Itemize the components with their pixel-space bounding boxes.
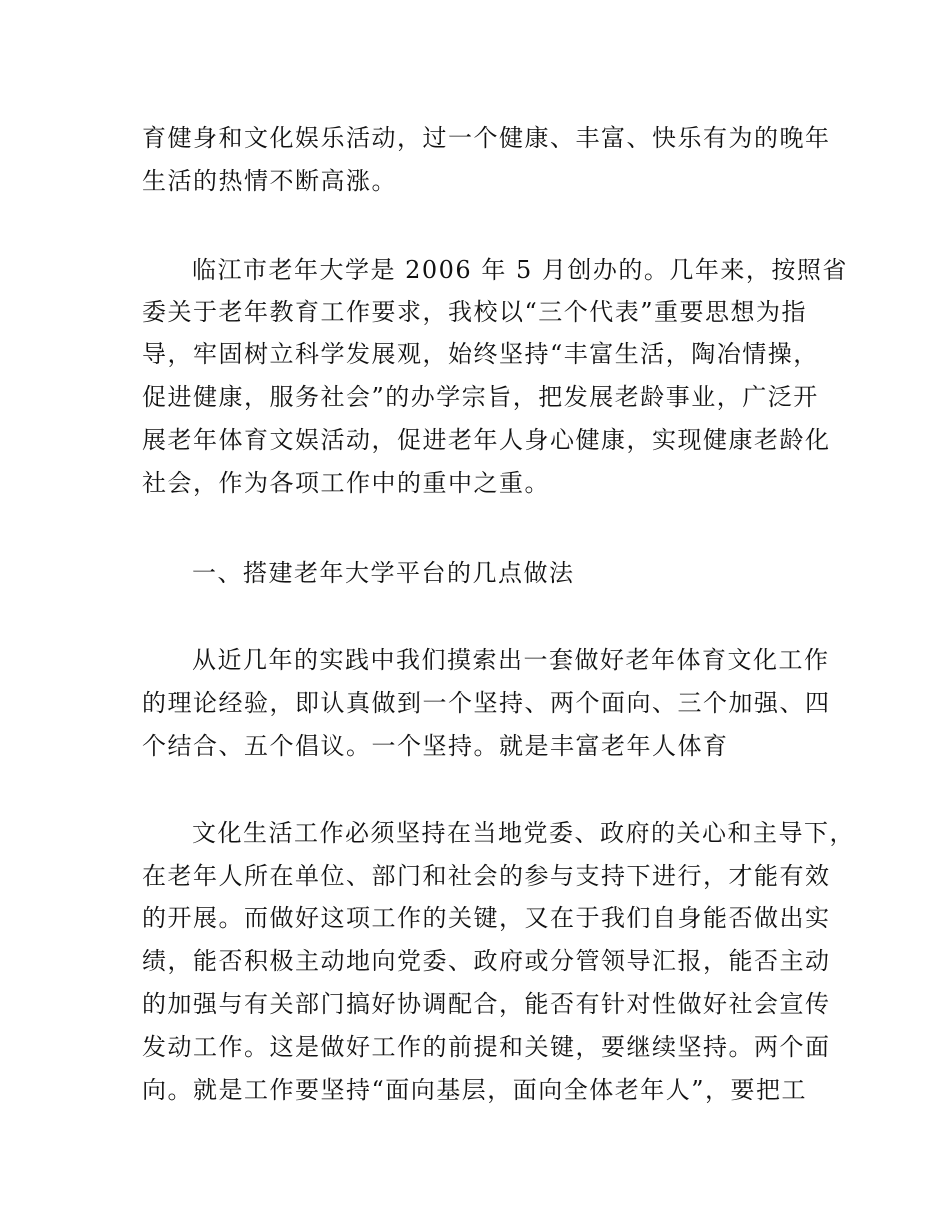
text-line: 育健身和文化娱乐活动，过一个健康、丰富、快乐有为的晚年: [142, 124, 831, 152]
text-line: 的加强与有关部门搞好协调配合，能否有针对性做好社会宣传: [142, 990, 831, 1018]
text-line: 临江市老年大学是 2006 年 5 月创办的。几年来，按照省: [192, 256, 848, 284]
text-line: 的理论经验，即认真做到一个坚持、两个面向、三个加强、四: [142, 689, 831, 717]
text-line: 促进健康，服务社会”的办学宗旨，把发展老龄事业，广泛开: [142, 383, 819, 411]
text-line: 文化生活工作必须坚持在当地党委、政府的关心和主导下，: [192, 819, 855, 847]
text-line: 从近几年的实践中我们摸索出一套做好老年体育文化工作: [192, 646, 830, 674]
text-line: 在老年人所在单位、部门和社会的参与支持下进行，才能有效: [142, 862, 831, 890]
text-line: 的开展。而做好这项工作的关键，又在于我们自身能否做出实: [142, 904, 831, 932]
text-line: 展老年体育文娱活动，促进老年人身心健康，实现健康老龄化: [142, 426, 831, 454]
text-line: 委关于老年教育工作要求，我校以“三个代表”重要思想为指: [142, 298, 808, 326]
text-line: 导，牢固树立科学发展观，始终坚持“丰富生活，陶冶情操，: [142, 340, 819, 368]
section-heading: 一、搭建老年大学平台的几点做法: [192, 559, 575, 587]
text-line: 向。就是工作要坚持“面向基层，面向全体老年人”，要把工: [142, 1076, 808, 1104]
text-line: 社会，作为各项工作中的重中之重。: [142, 469, 550, 497]
text-line: 发动工作。这是做好工作的前提和关键，要继续坚持。两个面: [142, 1033, 831, 1061]
text-line: 个结合、五个倡议。一个坚持。就是丰富老年人体育: [142, 732, 729, 760]
text-line: 生活的热情不断高涨。: [142, 167, 397, 195]
text-line: 绩，能否积极主动地向党委、政府或分管领导汇报，能否主动: [142, 947, 831, 975]
